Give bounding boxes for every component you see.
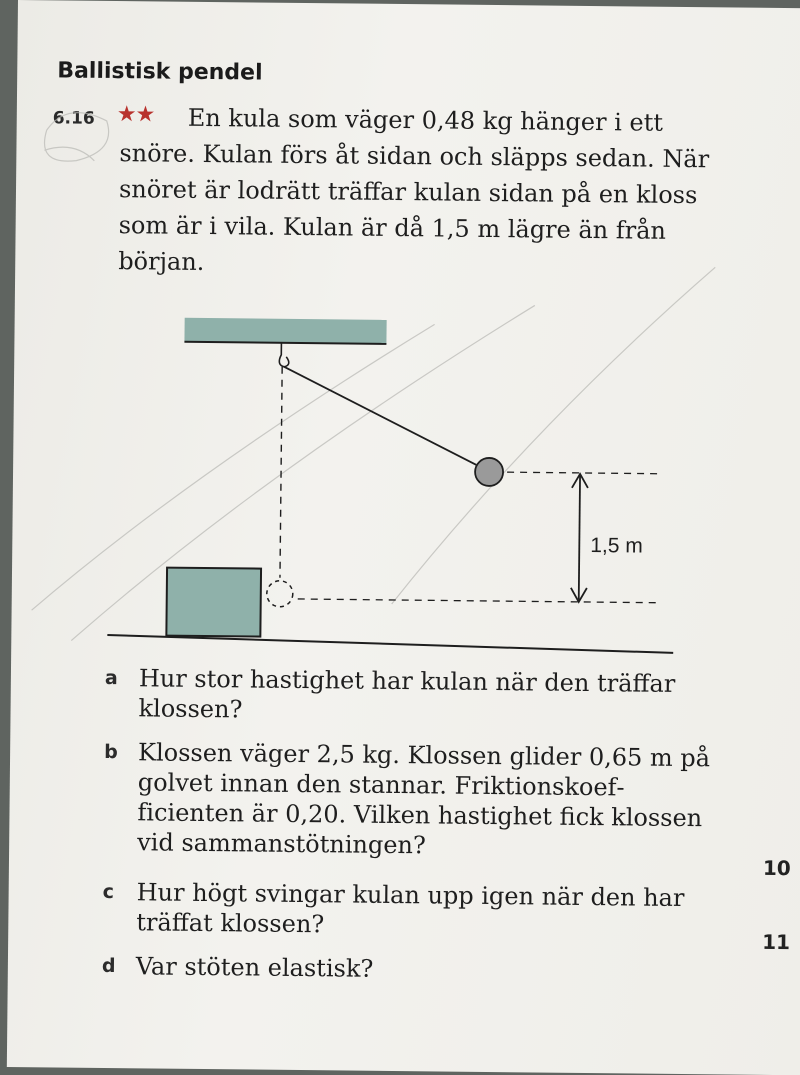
- pendulum-figure: [11, 0, 800, 708]
- question-a-text: Hur stor hastighet har kulan när den träffar klossen?: [138, 664, 676, 724]
- question-c: [102, 877, 713, 943]
- question-c-text: Hur högt svingar kulan upp igen när den har träffat klossen?: [136, 878, 685, 939]
- vertical-reference-line: [280, 367, 282, 578]
- height-label: 1,5 m: [590, 534, 643, 558]
- pivot-hook: [279, 343, 289, 367]
- question-a: [104, 663, 715, 729]
- question-b-letter: b: [104, 740, 118, 764]
- problem-intro-text: En kula som väger 0,48 kg hänger i ett snöre. Kulan förs åt sidan och släpps sedan. När snöret är lodrätt träffar kulan sidan på en kloss som är i vila. Kulan är då 1,5 m lägre än från början.: [118, 103, 710, 276]
- question-b-text: Klossen väger 2,5 kg. Klossen glider 0,65 m på golvet innan den stannar. Friktionskoefficienten är 0,20. Vilken hastighet fick klossen vid sammanstötningen?: [137, 738, 711, 860]
- problem-number: 6.16: [52, 108, 95, 129]
- textbook-page: [7, 0, 800, 1075]
- question-a-letter: a: [104, 666, 118, 690]
- ceiling-bar: [184, 318, 386, 344]
- block: [166, 568, 261, 637]
- height-arrow: [579, 476, 580, 600]
- question-d-letter: d: [101, 954, 116, 978]
- margin-number-11: 11: [762, 929, 791, 955]
- pencil-scribbles: [31, 112, 716, 647]
- difficulty-stars: ★★: [116, 102, 155, 128]
- top-level-line: [507, 472, 658, 474]
- question-b: [103, 737, 714, 863]
- floor-line: [107, 635, 673, 653]
- ball-lower-position: [267, 581, 293, 607]
- pendulum-string: [283, 367, 477, 465]
- question-c-letter: c: [102, 880, 115, 904]
- bottom-level-line: [298, 599, 657, 603]
- question-d: [102, 951, 712, 987]
- pendulum-ball: [475, 458, 503, 486]
- question-d-text: Var stöten elastisk?: [135, 952, 374, 983]
- margin-number-10: 10: [762, 855, 791, 881]
- section-title: Ballistisk pendel: [57, 58, 263, 86]
